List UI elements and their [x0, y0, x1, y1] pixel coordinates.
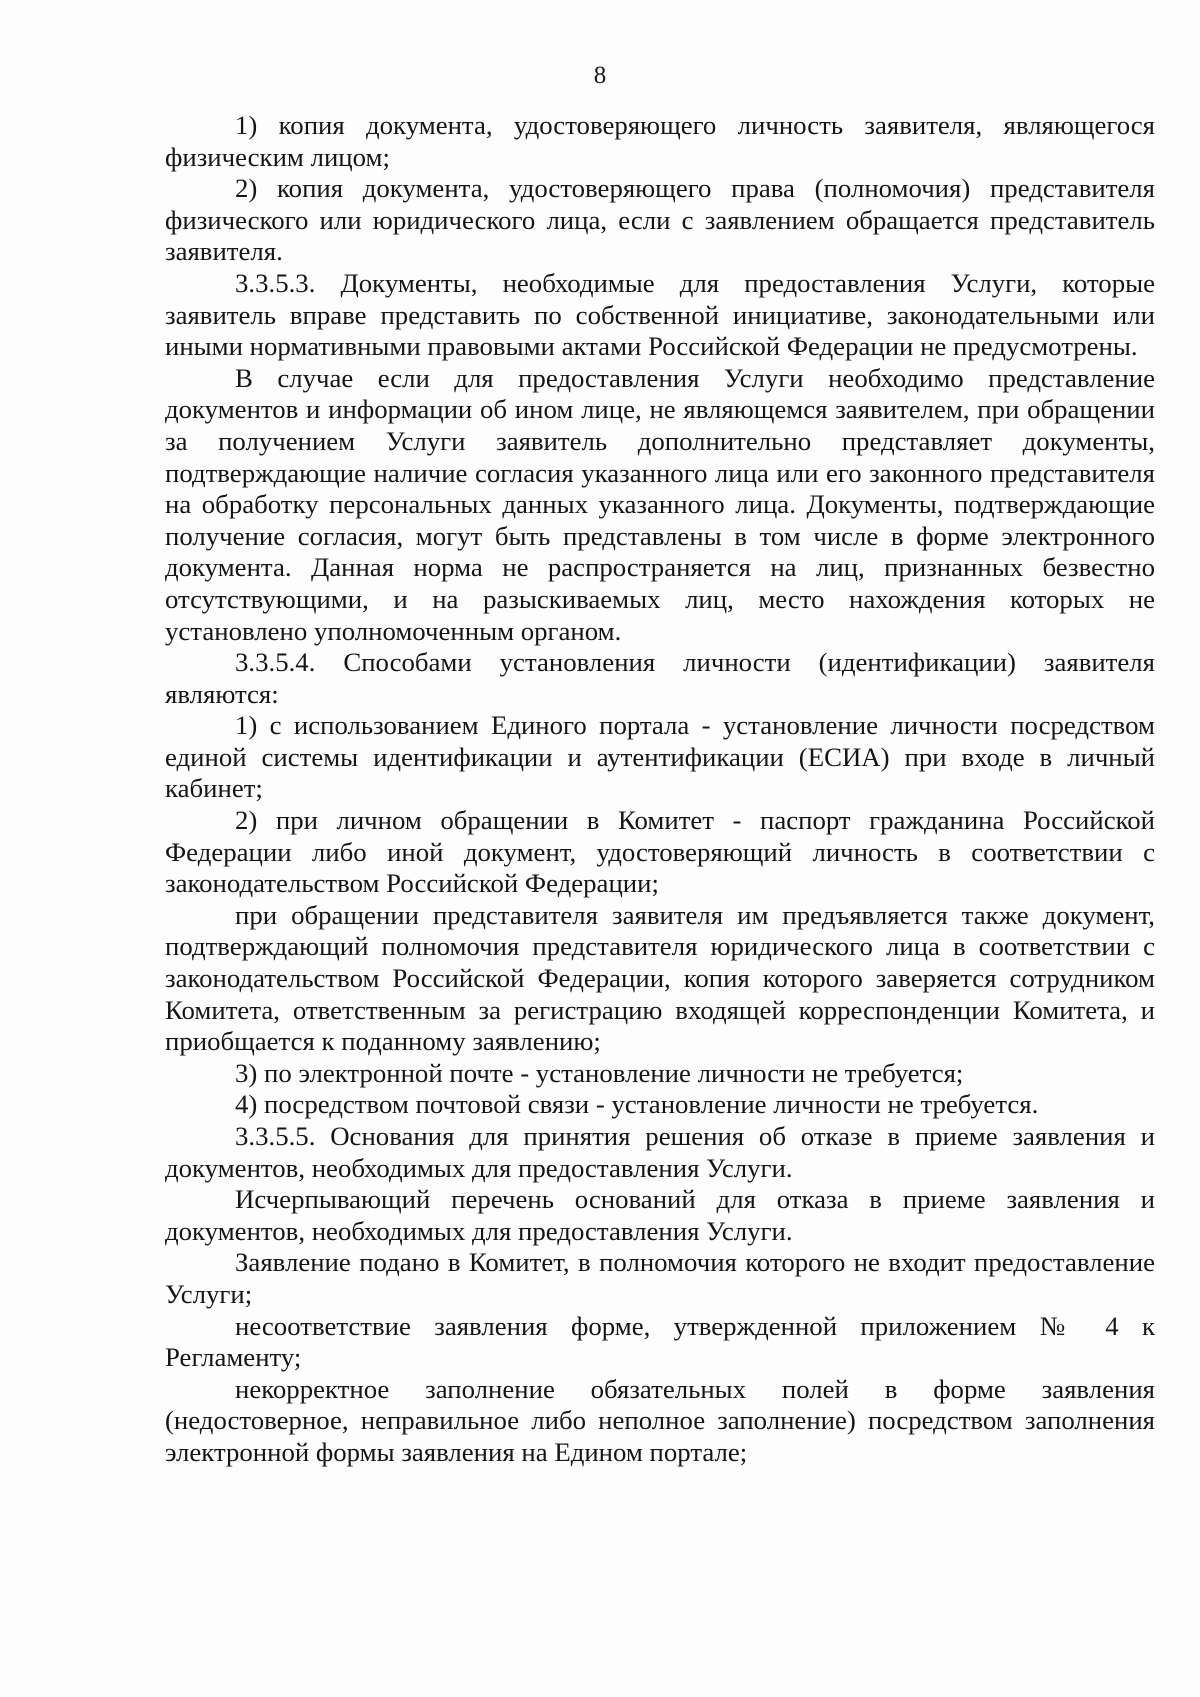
- paragraph-9: 3) по электронной почте - установление личности не требуется;: [235, 1057, 964, 1088]
- paragraph-5: 3.3.5.4. Способами установления личности (идентификации) заявителя являются:: [165, 647, 1155, 709]
- page-number: 8: [593, 62, 607, 89]
- paragraph-7: 2) при личном обращении в Комитет - паспорт гражданина Российской Федерации либо иной документ, удостоверяющий личность в соответствии с законодательством Российской Федерации;: [165, 805, 1155, 899]
- paragraph-2: 2) копия документа, удостоверяющего права (полномочия) представителя физического или юридического лица, если с заявлением обращается представитель заявителя.: [165, 173, 1155, 267]
- paragraph-12: Исчерпывающий перечень оснований для отказа в приеме заявления и документов, необходимых для предоставления Услуги.: [165, 1184, 1155, 1246]
- paragraph-10: 4) посредством почтовой связи - установление личности не требуется.: [235, 1089, 1039, 1120]
- paragraph-4: В случае если для предоставления Услуги необходимо представление документов и информации об ином лице, не являющемся заявителем, при обращении за получением Услуги заявитель дополнительно представляет документы, подтверждающие наличие согласия указанного лица или его законного представителя на обработку персональных данных указанного лица. Документы, подтверждающие получение согласия, могут быть представлены в том числе в форме электронного документа. Данная норма не распространяется на лиц, признанных безвестно отсутствующими, и на разыскиваемых лиц, место нахождения которых не установлено уполномоченным органом.: [165, 362, 1155, 646]
- paragraph-6: 1) с использованием Единого портала - установление личности посредством единой системы идентификации и аутентификации (ЕСИА) при входе в личный кабинет;: [165, 710, 1155, 804]
- paragraph-14: несоответствие заявления форме, утвержденной приложением № 4 к Регламенту;: [165, 1310, 1155, 1373]
- paragraph-1: 1) копия документа, удостоверяющего личность заявителя, являющегося физическим лицом;: [165, 110, 1155, 172]
- paragraph-8: при обращении представителя заявителя им предъявляется также документ, подтверждающий полномочия представителя юридического лица в соответствии с законодательством Российской Федерации, копия которого заверяется сотрудником Комитета, ответственным за регистрацию входящей корреспонденции Комитета, и приобщается к поданному заявлению;: [165, 899, 1155, 1057]
- paragraph-15: некорректное заполнение обязательных полей в форме заявления (недостоверное, неправильное либо неполное заполнение) посредством заполнения электронной формы заявления на Едином портале;: [165, 1373, 1155, 1467]
- paragraph-11: 3.3.5.5. Основания для принятия решения об отказе в приеме заявления и документов, необходимых для предоставления Услуги.: [165, 1121, 1155, 1183]
- paragraph-13: Заявление подано в Комитет, в полномочия которого не входит предоставление Услуги;: [165, 1247, 1155, 1309]
- paragraph-3: 3.3.5.3. Документы, необходимые для предоставления Услуги, которые заявитель вправе представить по собственной инициативе, законодательными или иными нормативными правовыми актами Российской Федерации не предусмотрены.: [165, 267, 1155, 362]
- document-body: [165, 110, 1155, 1469]
